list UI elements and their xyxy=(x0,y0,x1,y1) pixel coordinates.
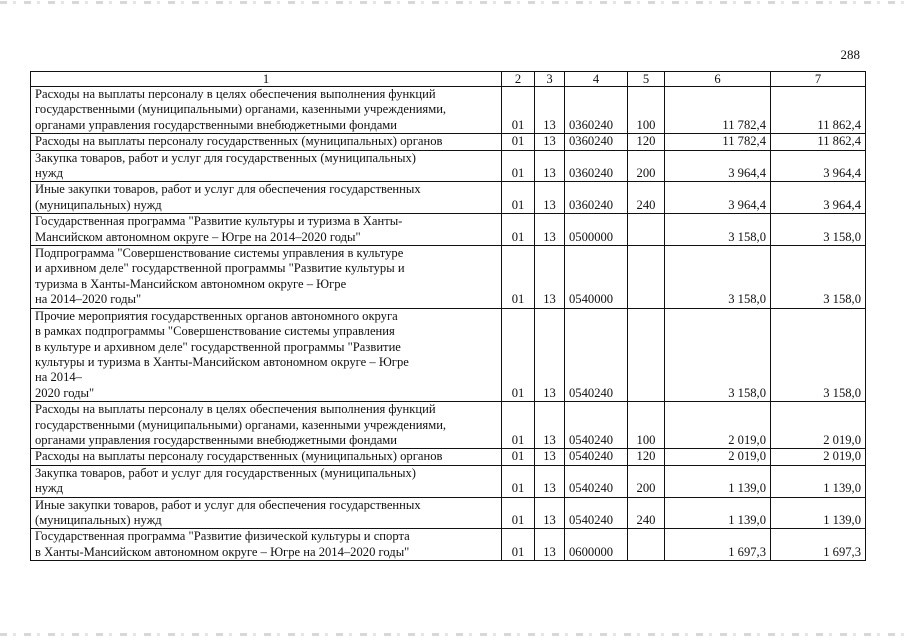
subsection-code: 13 xyxy=(535,182,565,214)
amount-year-1: 3 964,4 xyxy=(665,182,771,214)
section-code: 01 xyxy=(502,246,535,309)
table-row xyxy=(31,402,866,449)
subsection-code: 13 xyxy=(535,87,565,134)
section-code: 01 xyxy=(502,87,535,134)
line-item-name: Иные закупки товаров, работ и услуг для обеспечения государственных (муниципальных) нужд xyxy=(31,182,502,214)
target-article-code: 0600000 xyxy=(565,529,628,561)
table-row xyxy=(31,87,866,134)
amount-year-2: 2 019,0 xyxy=(771,402,866,449)
expense-type-code xyxy=(628,214,665,246)
line-item-name: Государственная программа "Развитие культуры и туризма в Ханты- Мансийском автономном округе – Югре на 2014–2020 годы" xyxy=(31,214,502,246)
amount-year-2: 3 158,0 xyxy=(771,246,866,309)
section-code: 01 xyxy=(502,497,535,529)
amount-year-1: 1 697,3 xyxy=(665,529,771,561)
subsection-code: 13 xyxy=(535,402,565,449)
expense-type-code: 200 xyxy=(628,465,665,497)
section-code: 01 xyxy=(502,465,535,497)
amount-year-1: 3 964,4 xyxy=(665,150,771,182)
column-header: 6 xyxy=(665,72,771,87)
expense-type-code: 120 xyxy=(628,134,665,150)
expense-type-code: 100 xyxy=(628,87,665,134)
expense-type-code xyxy=(628,308,665,401)
subsection-code: 13 xyxy=(535,529,565,561)
line-item-name: Расходы на выплаты персоналу в целях обеспечения выполнения функций государственными (муниципальными) органами, казенными учреждениями, органами управления государственными внебюджетными фондами xyxy=(31,87,502,134)
expense-type-code xyxy=(628,246,665,309)
target-article-code: 0360240 xyxy=(565,134,628,150)
amount-year-1: 2 019,0 xyxy=(665,402,771,449)
scan-edge-top xyxy=(0,1,905,4)
target-article-code: 0540240 xyxy=(565,449,628,465)
amount-year-2: 1 697,3 xyxy=(771,529,866,561)
subsection-code: 13 xyxy=(535,308,565,401)
expense-type-code: 240 xyxy=(628,497,665,529)
amount-year-2: 3 158,0 xyxy=(771,308,866,401)
table-row xyxy=(31,150,866,182)
subsection-code: 13 xyxy=(535,465,565,497)
expense-type-code: 200 xyxy=(628,150,665,182)
amount-year-2: 11 862,4 xyxy=(771,134,866,150)
amount-year-1: 2 019,0 xyxy=(665,449,771,465)
column-header: 7 xyxy=(771,72,866,87)
target-article-code: 0540240 xyxy=(565,402,628,449)
amount-year-1: 1 139,0 xyxy=(665,497,771,529)
section-code: 01 xyxy=(502,150,535,182)
target-article-code: 0360240 xyxy=(565,87,628,134)
table-row xyxy=(31,214,866,246)
amount-year-2: 3 158,0 xyxy=(771,214,866,246)
line-item-name: Прочие мероприятия государственных органов автономного округа в рамках подпрограммы "Совершенствование системы управления в культуре и архивном деле" государственной программы "Развитие культуры и туризма в Ханты-Мансийском автономном округе – Югре на 2014– 2020 годы" xyxy=(31,308,502,401)
amount-year-1: 3 158,0 xyxy=(665,308,771,401)
target-article-code: 0540240 xyxy=(565,308,628,401)
line-item-name: Государственная программа "Развитие физической культуры и спорта в Ханты-Мансийском автономном округе – Югре на 2014–2020 годы" xyxy=(31,529,502,561)
column-header: 1 xyxy=(31,72,502,87)
table-header-row xyxy=(31,72,866,87)
section-code: 01 xyxy=(502,308,535,401)
amount-year-2: 2 019,0 xyxy=(771,449,866,465)
line-item-name: Закупка товаров, работ и услуг для государственных (муниципальных) нужд xyxy=(31,465,502,497)
line-item-name: Подпрограмма "Совершенствование системы управления в культуре и архивном деле" государственной программы "Развитие культуры и туризма в Ханты-Мансийском автономном округе – Югре на 2014–2020 годы" xyxy=(31,246,502,309)
subsection-code: 13 xyxy=(535,246,565,309)
table-row xyxy=(31,449,866,465)
amount-year-2: 1 139,0 xyxy=(771,497,866,529)
amount-year-2: 11 862,4 xyxy=(771,87,866,134)
expense-type-code: 120 xyxy=(628,449,665,465)
section-code: 01 xyxy=(502,214,535,246)
table-row xyxy=(31,529,866,561)
section-code: 01 xyxy=(502,402,535,449)
subsection-code: 13 xyxy=(535,497,565,529)
subsection-code: 13 xyxy=(535,150,565,182)
table-row xyxy=(31,134,866,150)
target-article-code: 0540240 xyxy=(565,465,628,497)
table-row xyxy=(31,246,866,309)
expense-type-code: 100 xyxy=(628,402,665,449)
expense-type-code: 240 xyxy=(628,182,665,214)
section-code: 01 xyxy=(502,182,535,214)
line-item-name: Расходы на выплаты персоналу государственных (муниципальных) органов xyxy=(31,449,502,465)
amount-year-1: 11 782,4 xyxy=(665,134,771,150)
target-article-code: 0500000 xyxy=(565,214,628,246)
amount-year-1: 1 139,0 xyxy=(665,465,771,497)
section-code: 01 xyxy=(502,134,535,150)
amount-year-2: 3 964,4 xyxy=(771,150,866,182)
target-article-code: 0540240 xyxy=(565,497,628,529)
column-header: 3 xyxy=(535,72,565,87)
table-body xyxy=(31,72,866,561)
table-row xyxy=(31,308,866,401)
column-header: 4 xyxy=(565,72,628,87)
target-article-code: 0540000 xyxy=(565,246,628,309)
subsection-code: 13 xyxy=(535,134,565,150)
table-row xyxy=(31,182,866,214)
column-header: 5 xyxy=(628,72,665,87)
target-article-code: 0360240 xyxy=(565,182,628,214)
amount-year-1: 11 782,4 xyxy=(665,87,771,134)
line-item-name: Расходы на выплаты персоналу в целях обеспечения выполнения функций государственными (муниципальными) органами, казенными учреждениями, органами управления государственными внебюджетными фондами xyxy=(31,402,502,449)
amount-year-1: 3 158,0 xyxy=(665,246,771,309)
subsection-code: 13 xyxy=(535,214,565,246)
amount-year-2: 1 139,0 xyxy=(771,465,866,497)
page-number: 288 xyxy=(840,47,860,62)
budget-table xyxy=(30,71,866,561)
scan-edge-bottom xyxy=(0,633,905,636)
section-code: 01 xyxy=(502,449,535,465)
amount-year-2: 3 964,4 xyxy=(771,182,866,214)
table-row xyxy=(31,465,866,497)
table-row xyxy=(31,497,866,529)
subsection-code: 13 xyxy=(535,449,565,465)
column-header: 2 xyxy=(502,72,535,87)
amount-year-1: 3 158,0 xyxy=(665,214,771,246)
line-item-name: Иные закупки товаров, работ и услуг для обеспечения государственных (муниципальных) нужд xyxy=(31,497,502,529)
expense-type-code xyxy=(628,529,665,561)
target-article-code: 0360240 xyxy=(565,150,628,182)
section-code: 01 xyxy=(502,529,535,561)
line-item-name: Закупка товаров, работ и услуг для государственных (муниципальных) нужд xyxy=(31,150,502,182)
line-item-name: Расходы на выплаты персоналу государственных (муниципальных) органов xyxy=(31,134,502,150)
